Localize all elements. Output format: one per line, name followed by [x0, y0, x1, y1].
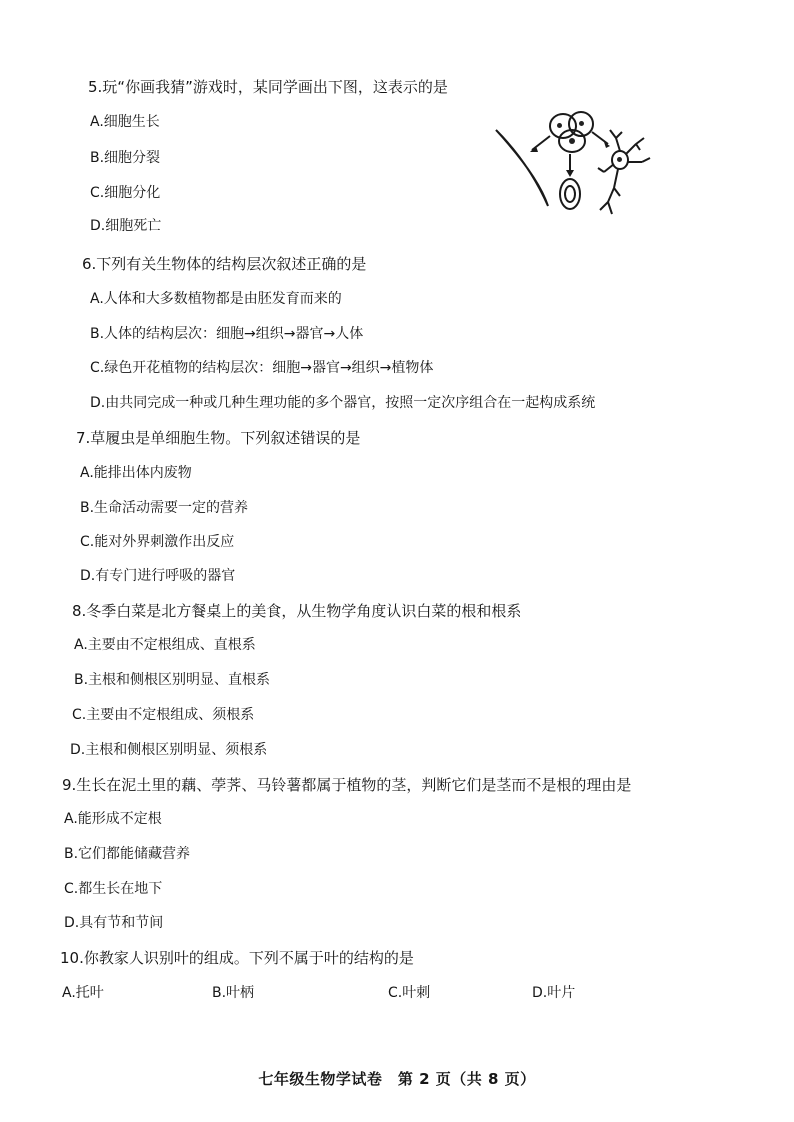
question-10-stem: 10.你教家人识别叶的组成。下列不属于叶的结构的是 — [60, 949, 414, 967]
question-8-option-c: C.主要由不定根组成、须根系 — [72, 707, 255, 723]
question-5-option-c: C.细胞分化 — [90, 185, 161, 201]
question-6-option-c: C.绿色开花植物的结构层次：细胞→器官→组织→植物体 — [90, 360, 434, 376]
question-7-option-b: B.生命活动需要一定的营养 — [80, 500, 249, 516]
question-6-option-d: D.由共同完成一种或几种生理功能的多个器官，按照一定次序组合在一起构成系统 — [90, 395, 596, 411]
question-5-option-a: A.细胞生长 — [90, 114, 160, 130]
question-6-option-a: A.人体和大多数植物都是由胚发育而来的 — [90, 291, 342, 307]
question-9-option-b: B.它们都能储藏营养 — [64, 846, 191, 862]
question-9-stem: 9.生长在泥土里的藕、荸荠、马铃薯都属于植物的茎，判断它们是茎而不是根的理由是 — [62, 776, 632, 794]
question-8-option-a: A.主要由不定根组成、直根系 — [74, 637, 256, 653]
page-footer: 七年级生物学试卷 第 2 页（共 8 页） — [258, 1070, 536, 1088]
question-8-option-b: B.主根和侧根区别明显、直根系 — [74, 672, 271, 688]
cell-nucleus — [579, 121, 584, 126]
question-10-option-a: A.托叶 — [62, 985, 104, 1001]
cell-nucleus — [557, 123, 562, 128]
question-6-stem: 6.下列有关生物体的结构层次叙述正确的是 — [82, 255, 367, 273]
question-7-option-c: C.能对外界刺激作出反应 — [80, 534, 235, 550]
question-5-stem: 5.玩“你画我猜”游戏时，某同学画出下图，这表示的是 — [88, 78, 448, 96]
question-10-option-b: B.叶柄 — [212, 985, 255, 1001]
question-6-option-b: B.人体的结构层次：细胞→组织→器官→人体 — [90, 326, 364, 342]
question-5-option-b: B.细胞分裂 — [90, 150, 161, 166]
question-5-option-d: D.细胞死亡 — [90, 218, 162, 234]
question-10-option-c: C.叶刺 — [388, 985, 431, 1001]
cell-nucleus — [569, 138, 575, 144]
question-7-stem: 7.草履虫是单细胞生物。下列叙述错误的是 — [76, 429, 361, 447]
neuron-nucleus — [617, 157, 622, 162]
cell-differentiation-figure — [488, 102, 668, 220]
question-7-option-a: A.能排出体内废物 — [80, 465, 192, 481]
question-9-option-c: C.都生长在地下 — [64, 881, 163, 897]
cell-drawing — [488, 102, 668, 220]
question-9-option-a: A.能形成不定根 — [64, 811, 162, 827]
question-9-option-d: D.具有节和节间 — [64, 915, 164, 931]
question-8-option-d: D.主根和侧根区别明显、须根系 — [70, 742, 268, 758]
question-8-stem: 8.冬季白菜是北方餐桌上的美食，从生物学角度认识白菜的根和根系 — [72, 602, 522, 620]
question-7-option-d: D.有专门进行呼吸的器官 — [80, 568, 236, 584]
question-10-option-d: D.叶片 — [532, 985, 576, 1001]
